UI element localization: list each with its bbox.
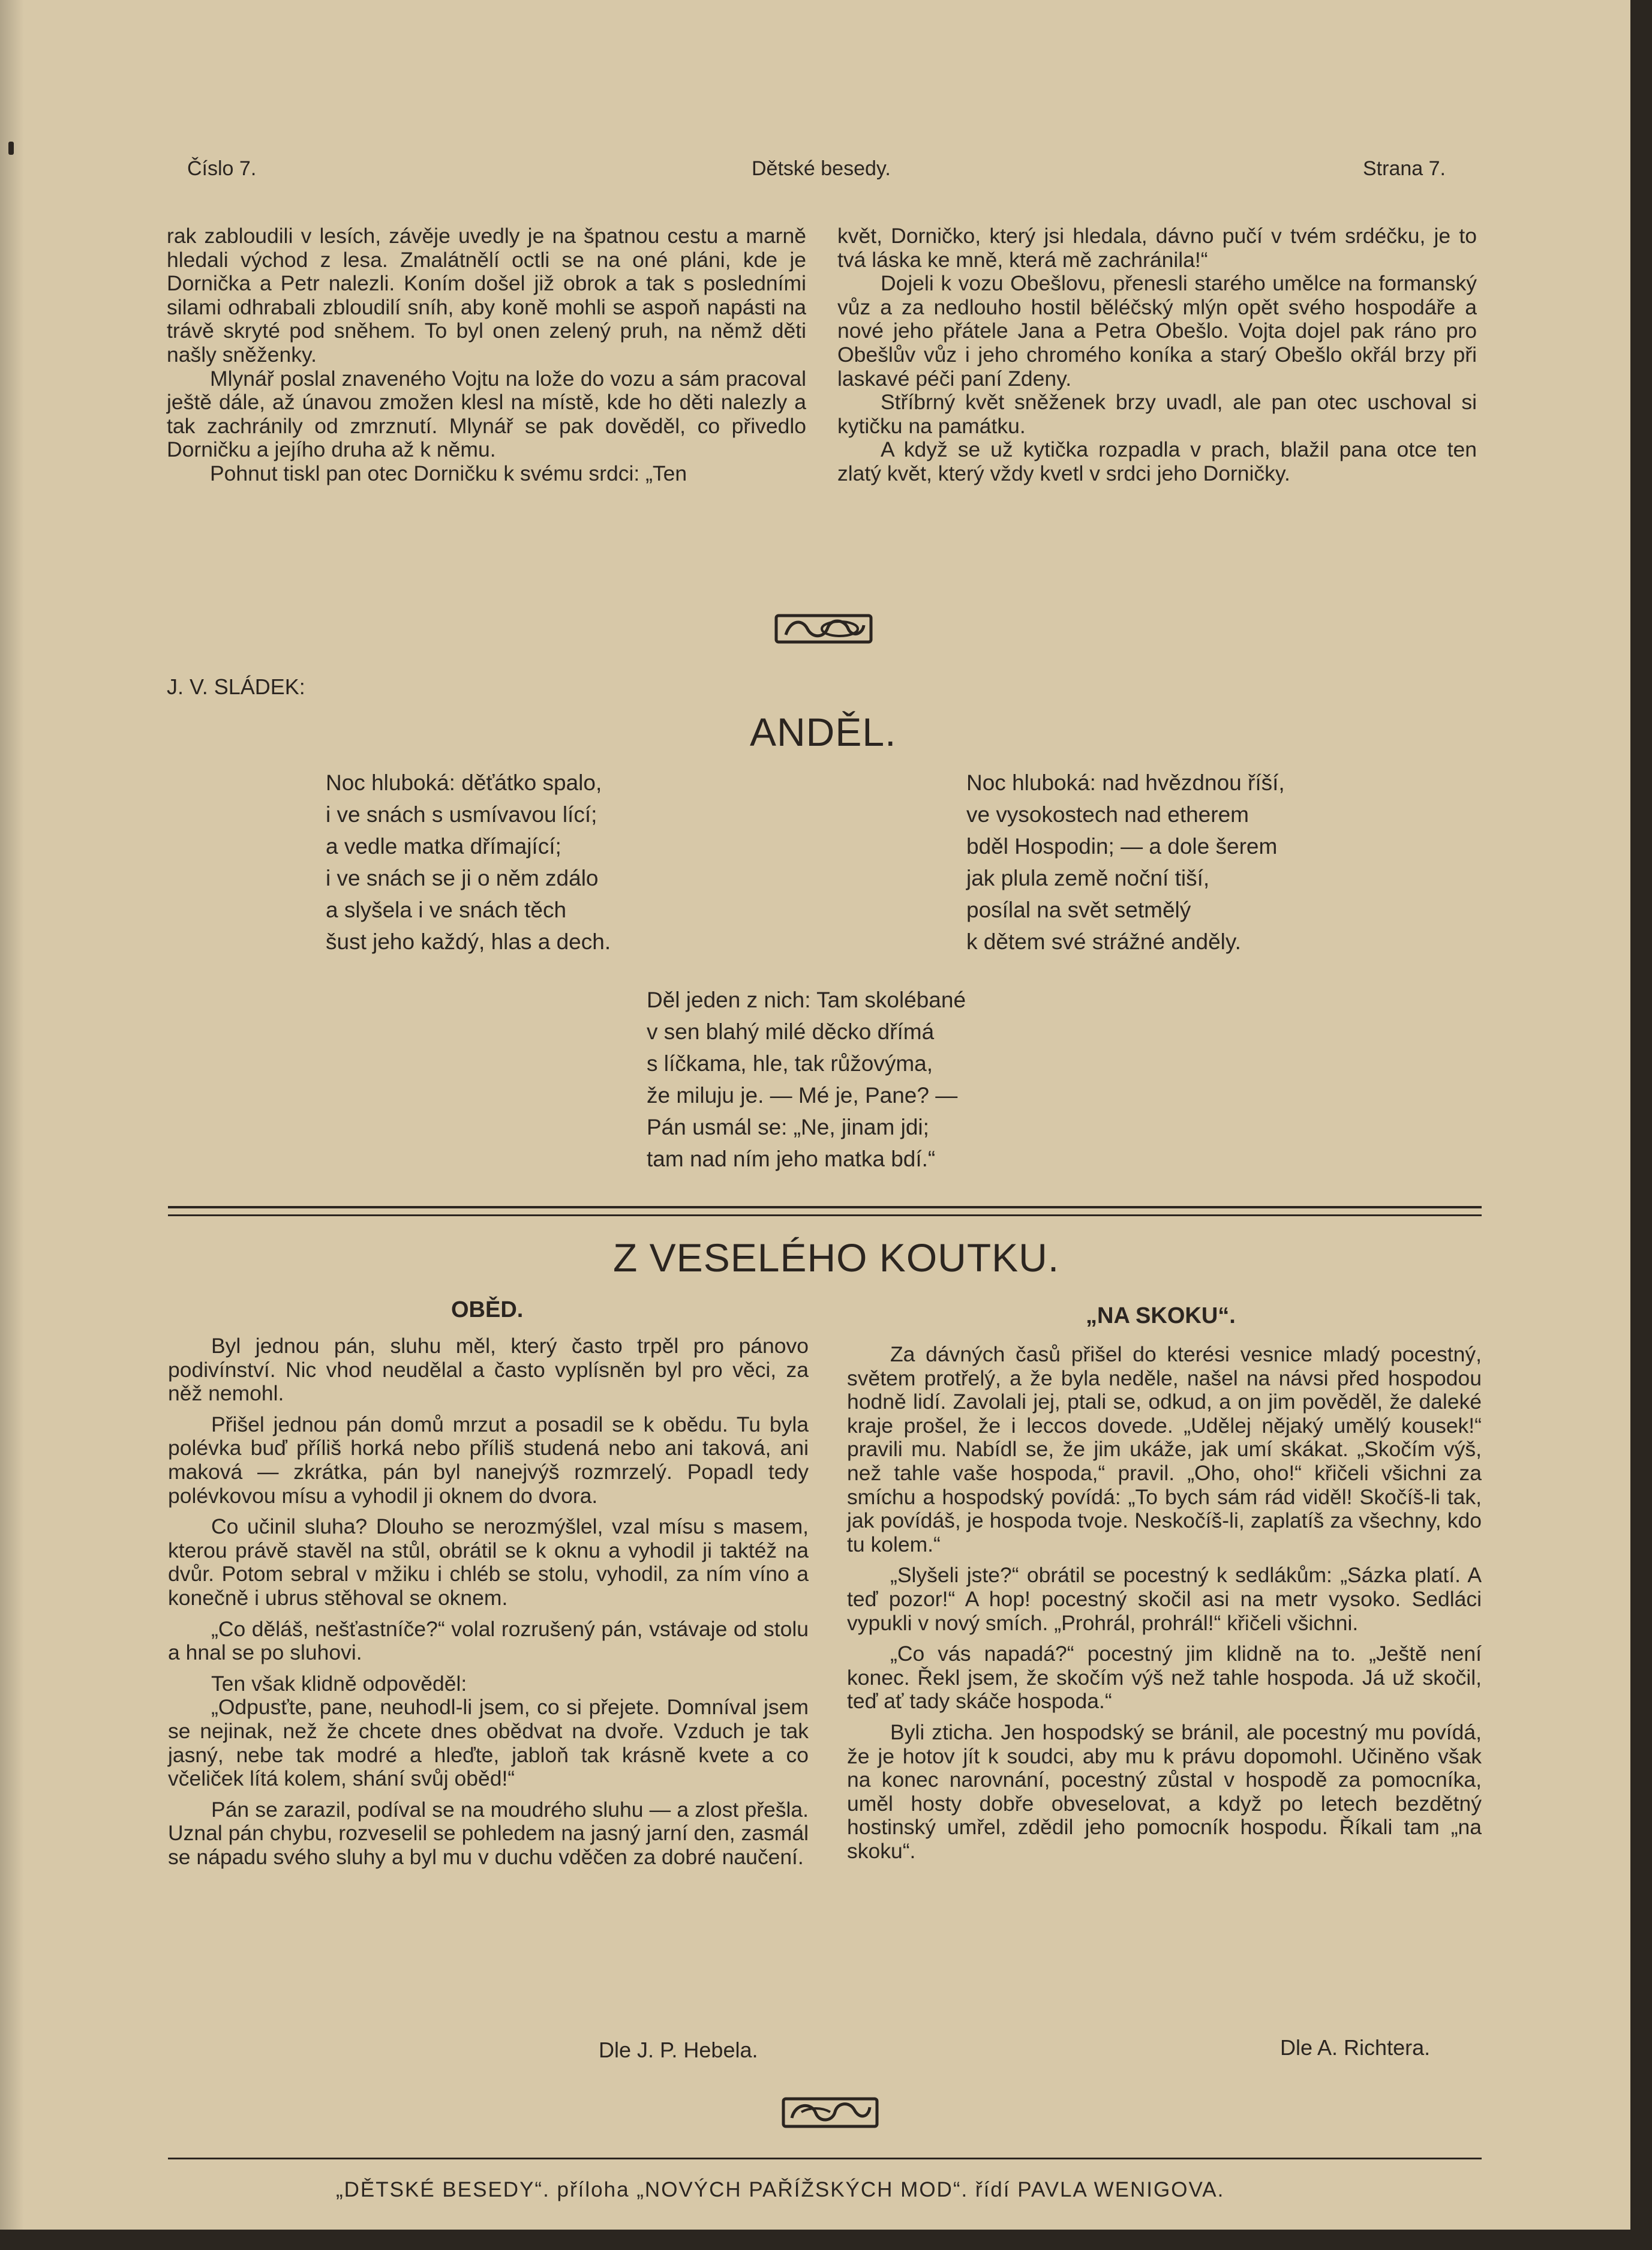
story-left-column: [168, 1334, 809, 1869]
story-title: OBĚD.: [451, 1297, 524, 1322]
section-divider-rule: [168, 1206, 1482, 1208]
poem-line: Noc hluboká: děťátko spalo,: [326, 770, 602, 795]
story-right-column: [847, 1343, 1482, 1863]
story-paragraph: Byli zticha. Jen hospodský se bránil, ale pocestný mu povídá, že je hotov jít k soudci, aby mu k právu dopomohl. Učiněno však na konec narovnání, pocestný zůstal v hospodě za pomocníka, uměl hosty dobře obveselovat, a když po letech bezdětný hostinský umřel, zdědil jeho pomocník hospodu. Říkali tam „na skoku“.: [847, 1720, 1482, 1863]
story-paragraph: Byl jednou pán, sluhu měl, který často trpěl pro pánovo podivínství. Nic vhod neudělal a často vyplísněn byl pro věci, za něž nemohl.: [168, 1334, 809, 1406]
story-end-paragraph: Pohnut tiskl pan otec Dorničku k svému srdci: „Ten: [210, 461, 687, 485]
vignette-ornament: [773, 611, 875, 647]
story-paragraph: „Slyšeli jste?“ obrátil se pocestný k sedlákům: „Sázka platí. A teď pozor!“ A hop! pocestný skočil asi na metr vysoko. Sedláci vypukli v nový smích. „Prohrál, prohrál!“ křičeli všichni.: [847, 1563, 1482, 1635]
story-credit: Dle A. Richtera.: [1280, 2035, 1431, 2060]
story-paragraph: „Co vás napadá?“ pocestný jim klidně na to. „Ještě není konec. Řekl jsem, že skočím výš než tahle hospoda. Já už skočil, teď ať tady skáče hospoda.“: [847, 1642, 1482, 1714]
page-number: Strana 7.: [1363, 157, 1446, 180]
poem-title: ANDĚL.: [750, 710, 897, 754]
poem-line: a vedle matka dřímající;: [326, 834, 561, 859]
poem-stanza-left: [326, 767, 611, 958]
story-paragraph: Pán se zarazil, podíval se na moudrého sluhu — a zlost přešla. Uznal pán chybu, rozveselil se pohledem na jasný jarní den, zasmál se nápadu svého sluhy a byl mu v duchu vděčen za dobré naučení.: [168, 1797, 809, 1869]
story-paragraph: Ten však klidně odpověděl:: [211, 1671, 467, 1696]
story-end-paragraph: Dojeli k vozu Obešlovu, přenesli starého umělce na formanský vůz a za nedlouho hostil běléčský mlýn opět svého hospodáře a nové jeho přátele Jana a Petra Obešlo. Vojta dojel pak ráno pro Obešlův vůz i jeho chromého koníka a starý Obešlo okřál brzy při laskavé péči paní Zdeny.: [837, 271, 1477, 391]
footer-imprint: „DĚTSKÉ BESEDY“. příloha „NOVÝCH PAŘÍŽSKÝCH MOD“. řídí PAVLA WENIGOVA.: [336, 2178, 1225, 2201]
vignette-ornament-bottom: [780, 2094, 881, 2131]
story-paragraph: Přišel jednou pán domů mrzut a posadil se k obědu. Tu byla polévka buď příliš horká nebo příliš studená nebo ani taková, ani maková — zkrátka, pán byl nanejvýš rozmrzelý. Popadl tedy polévkovou mísu a vyhodil ji oknem do dvora.: [168, 1412, 809, 1508]
margin-mark: [8, 142, 14, 155]
poem-line: s líčkama, hle, tak růžovýma,: [647, 1051, 933, 1076]
story-paragraph: „Odpusťte, pane, neuhodl-li jsem, co si přejete. Domníval jsem se nejinak, než že chcete dnes obědvat na dvoře. Vzduch je tak jasný, nebe tak modré a hleďte, jabloň tak krásně kvete a co včeliček lítá kolem, shání svůj oběd!“: [168, 1695, 809, 1791]
story-end-paragraph: květ, Dorničko, který jsi hledala, dávno pučí v tvém srdéčku, je to tvá láska ke mně, která mě zachránila!“: [837, 224, 1477, 272]
poem-line: k dětem své strážné anděly.: [966, 929, 1241, 954]
poem-line: posílal na svět setmělý: [966, 898, 1191, 922]
poem-line: Děl jeden z nich: Tam skolébané: [647, 988, 966, 1012]
poem-line: jak plula země noční tiší,: [966, 866, 1210, 890]
story-credit: Dle J. P. Hebela.: [599, 2038, 758, 2062]
poem-line: v sen blahý milé děcko dřímá: [647, 1019, 935, 1044]
story-end-left-column: [167, 224, 806, 486]
poem-stanza-center: [647, 984, 966, 1175]
poem-line: šust jeho každý, hlas a dech.: [326, 929, 611, 954]
story-end-right-column: [837, 224, 1477, 486]
poem-line: tam nad ním jeho matka bdí.“: [647, 1147, 936, 1171]
poem-line: Pán usmál se: „Ne, jinam jdi;: [647, 1115, 929, 1139]
story-end-paragraph: rak zabloudili v lesích, závěje uvedly je na špatnou cestu a marně hledali východ z lesa. Zmalátnělí octli se na oné pláni, kde je Dornička a Petr nalezli. Koním došel již obrok a tak s posledními silami odhrabali zbloudilí sníh, aby koně mohli se aspoň napásti na trávě skryté pod sněhem. To byl onen zelený pruh, na němž děti našly sněženky.: [167, 224, 806, 367]
poem-line: Noc hluboká: nad hvězdnou říší,: [966, 770, 1285, 795]
poem-line: bděl Hospodin; — a dole šerem: [966, 834, 1278, 859]
story-paragraph: „Co děláš, nešťastníče?“ volal rozrušený pán, vstávaje od stolu a hnal se po sluhovi.: [168, 1616, 809, 1665]
poem-line: i ve snách se ji o něm zdálo: [326, 866, 599, 890]
footer-rule: [168, 2158, 1482, 2159]
section-divider-rule: [168, 1214, 1482, 1216]
poem-line: že miluju je. — Mé je, Pane? —: [647, 1083, 958, 1108]
poem-line: ve vysokostech nad etherem: [966, 802, 1249, 827]
story-paragraph: Co učinil sluha? Dlouho se nerozmýšlel, vzal mísu s masem, kterou právě stavěl na stůl, obrátil se k oknu a vyhodil ji taktéž na dvůr. Potom sebral v mžiku i chléb se stolu, vyhodil, za ním víno a konečně i ubrus stěhoval se oknem.: [168, 1514, 809, 1610]
publication-title: Dětské besedy.: [752, 157, 891, 180]
story-end-paragraph: A když se už kytička rozpadla v prach, blažil pana otce ten zlatý květ, který vždy kvetl v srdci jeho Dorničky.: [837, 437, 1477, 485]
story-paragraph: Za dávných časů přišel do kterési vesnice mladý pocestný, světem protřelý, a že byla neděle, našel na návsi před hospodou hodně lidí. Zavolali jej, ptali se, odkud, a on jim pověděl, že daleké kraje prošel, že i leccos dovede. „Udělej nějaký umělý kousek!“ pravili mu. Nabídl se, že jim ukáže, jak umí skákat. „Skočím výš, než tahle vaše hospoda,“ pravil. „Oho, oho!“ křičeli všichni za smíchu a hospodský povídá: „To bych sám rád viděl! Skočíš-li tak, jak povídáš, je hospoda tvoje. Neskočíš-li, zaplatíš za všechny, kdo tu kolem.“: [847, 1342, 1482, 1556]
poem-stanza-right: [966, 767, 1285, 958]
story-end-paragraph: Stříbrný květ sněženek brzy uvadl, ale pan otec uschoval si kytičku na památku.: [837, 390, 1477, 438]
section-title: Z VESELÉHO KOUTKU.: [613, 1235, 1060, 1280]
poem-line: a slyšela i ve snách těch: [326, 898, 567, 922]
story-end-paragraph: Mlynář poslal znaveného Vojtu na lože do vozu a sám pracoval ještě dále, až únavou zmožen klesl na místě, kde ho děti nalezly a tak zachránily od zmrznutí. Mlynář se pak dověděl, co přivedlo Dorničku a jejího druha až k němu.: [167, 366, 806, 462]
page-edge-shadow: [0, 0, 24, 2230]
poem-line: i ve snách s usmívavou lící;: [326, 802, 597, 827]
issue-number: Číslo 7.: [187, 157, 257, 180]
story-title: „NA SKOKU“.: [1086, 1303, 1236, 1328]
poem-author: J. V. SLÁDEK:: [167, 674, 305, 699]
